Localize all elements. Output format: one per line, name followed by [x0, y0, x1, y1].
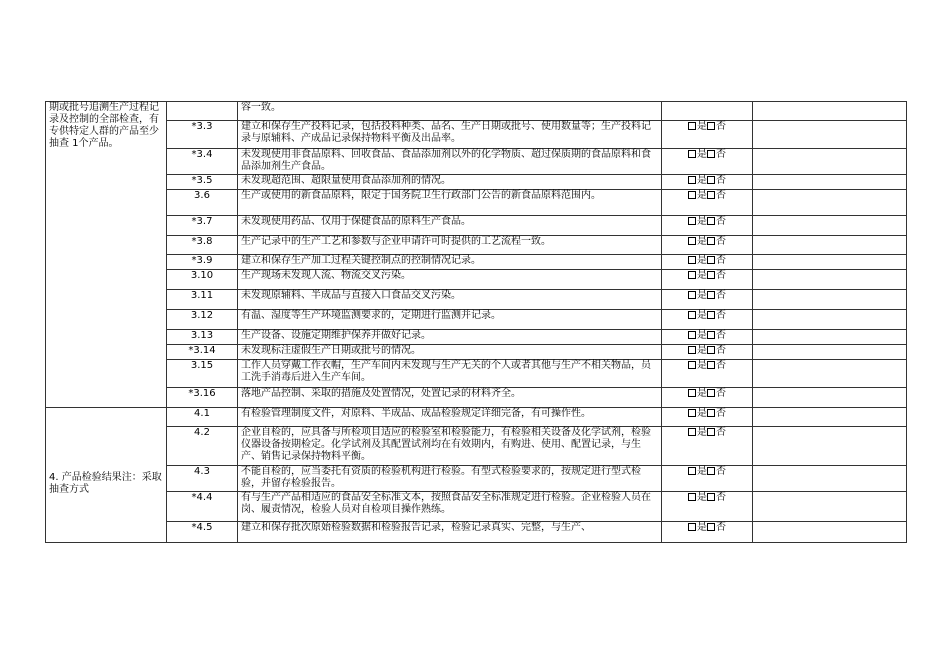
no-label: 否	[716, 121, 726, 132]
item-requirement: 有与生产产品相适应的食品安全标准文本，按照食品安全标准规定进行检验。企业检验人员在岗、履责情况，检验人员对自检项目操作熟练。	[238, 492, 662, 522]
item-requirement: 未发现原辅料、半成品与直接入口食品交叉污染。	[238, 290, 662, 310]
yes-checkbox[interactable]	[688, 256, 696, 264]
result-cell	[662, 102, 753, 121]
no-checkbox[interactable]	[707, 467, 715, 475]
result-cell	[662, 175, 753, 190]
remarks-cell[interactable]	[753, 427, 907, 466]
no-label: 否	[716, 466, 726, 477]
remarks-cell[interactable]	[753, 216, 907, 236]
item-number: *4.5	[167, 522, 238, 543]
result-cell	[662, 190, 753, 216]
table-row	[46, 149, 907, 175]
table-row	[46, 236, 907, 255]
table-row	[46, 270, 907, 290]
item-requirement: 有检验管理制度文件，对原料、半成品、成品检验规定详细完备，有可操作性。	[238, 408, 662, 427]
result-cell	[662, 310, 753, 330]
no-label: 否	[716, 149, 726, 160]
yes-checkbox[interactable]	[688, 291, 696, 299]
no-checkbox[interactable]	[707, 122, 715, 130]
no-label: 否	[716, 408, 726, 419]
table-row	[46, 345, 907, 360]
no-label: 否	[716, 175, 726, 186]
yes-checkbox[interactable]	[688, 150, 696, 158]
table-row	[46, 492, 907, 522]
yes-checkbox[interactable]	[688, 361, 696, 369]
no-label: 否	[716, 330, 726, 341]
item-requirement: 有温、湿度等生产环境监测要求的，定期进行监测并记录。	[238, 310, 662, 330]
item-requirement: 企业自检的，应具备与所检项目适应的检验室和检验能力，有检验相关设备及化学试剂，检验仪器设备按期检定。化学试剂及其配置试剂均在有效期内，有购进、使用、配置记录，与生产、销售记录保持物料平衡。	[238, 427, 662, 466]
table-row	[46, 310, 907, 330]
result-cell	[662, 388, 753, 408]
remarks-cell[interactable]	[753, 330, 907, 345]
yes-label: 是	[697, 427, 707, 438]
table-row	[46, 102, 907, 121]
remarks-cell[interactable]	[753, 175, 907, 190]
table-row	[46, 466, 907, 492]
remarks-cell[interactable]	[753, 360, 907, 388]
no-label: 否	[716, 290, 726, 301]
item-requirement: 未发现使用非食品原料、回收食品、食品添加剂以外的化学物质、超过保质期的食品原料和食品添加剂生产食品。	[238, 149, 662, 175]
result-cell	[662, 236, 753, 255]
no-checkbox[interactable]	[707, 256, 715, 264]
no-label: 否	[716, 310, 726, 321]
no-checkbox[interactable]	[707, 428, 715, 436]
item-requirement: 不能自检的，应当委托有资质的检验机构进行检验。有型式检验要求的，按规定进行型式检验，并留存检验报告。	[238, 466, 662, 492]
yes-checkbox[interactable]	[688, 493, 696, 501]
table-row	[46, 522, 907, 543]
yes-checkbox[interactable]	[688, 122, 696, 130]
result-cell	[662, 522, 753, 543]
result-cell	[662, 360, 753, 388]
item-number: 4.2	[167, 427, 238, 466]
result-cell	[662, 149, 753, 175]
yes-checkbox[interactable]	[688, 217, 696, 225]
item-number: 4.1	[167, 408, 238, 427]
result-cell	[662, 408, 753, 427]
item-number: *3.16	[167, 388, 238, 408]
table-row	[46, 330, 907, 345]
no-label: 否	[716, 360, 726, 371]
item-number: *4.4	[167, 492, 238, 522]
remarks-cell[interactable]	[753, 290, 907, 310]
result-cell	[662, 466, 753, 492]
yes-checkbox[interactable]	[688, 346, 696, 354]
no-checkbox[interactable]	[707, 176, 715, 184]
remarks-cell[interactable]	[753, 522, 907, 543]
item-number: *3.14	[167, 345, 238, 360]
result-cell	[662, 270, 753, 290]
yes-label: 是	[697, 388, 707, 399]
no-label: 否	[716, 236, 726, 247]
table-row	[46, 360, 907, 388]
section-label-cell	[46, 408, 167, 543]
yes-label: 是	[697, 236, 707, 247]
yes-label: 是	[697, 121, 707, 132]
table-row	[46, 190, 907, 216]
remarks-cell[interactable]	[753, 408, 907, 427]
yes-checkbox[interactable]	[688, 523, 696, 531]
result-cell	[662, 255, 753, 270]
item-requirement: 建立和保存生产加工过程关键控制点的控制情况记录。	[238, 255, 662, 270]
table-row	[46, 121, 907, 149]
no-checkbox[interactable]	[707, 291, 715, 299]
no-checkbox[interactable]	[707, 237, 715, 245]
no-label: 否	[716, 388, 726, 399]
no-checkbox[interactable]	[707, 409, 715, 417]
item-requirement: 未发现标注虚假生产日期或批号的情况。	[238, 345, 662, 360]
section-label-cell	[46, 102, 167, 408]
result-cell	[662, 290, 753, 310]
no-checkbox[interactable]	[707, 331, 715, 339]
yes-label: 是	[697, 330, 707, 341]
yes-label: 是	[697, 190, 707, 201]
no-label: 否	[716, 427, 726, 438]
yes-label: 是	[697, 270, 707, 281]
no-label: 否	[716, 190, 726, 201]
yes-label: 是	[697, 492, 707, 503]
item-number: *3.3	[167, 121, 238, 149]
yes-label: 是	[697, 310, 707, 321]
table-row	[46, 216, 907, 236]
yes-label: 是	[697, 466, 707, 477]
result-cell	[662, 330, 753, 345]
no-checkbox[interactable]	[707, 346, 715, 354]
yes-label: 是	[697, 360, 707, 371]
item-requirement: 未发现超范围、超限量使用食品添加剂的情况。	[238, 175, 662, 190]
table-row	[46, 255, 907, 270]
no-label: 否	[716, 255, 726, 266]
remarks-cell[interactable]	[753, 121, 907, 149]
table-row	[46, 290, 907, 310]
remarks-cell[interactable]	[753, 190, 907, 216]
section-label: 4. 产品检验结果注：采取抽查方式	[49, 472, 162, 495]
item-requirement: 工作人员穿戴工作衣帽，生产车间内未发现与生产无关的个人或者其他与生产不相关物品，员工洗手消毒后进入生产车间。	[238, 360, 662, 388]
yes-checkbox[interactable]	[688, 331, 696, 339]
yes-checkbox[interactable]	[688, 176, 696, 184]
no-label: 否	[716, 216, 726, 227]
no-label: 否	[716, 492, 726, 503]
remarks-cell[interactable]	[753, 236, 907, 255]
table-row	[46, 427, 907, 466]
yes-label: 是	[697, 290, 707, 301]
yes-label: 是	[697, 149, 707, 160]
no-label: 否	[716, 270, 726, 281]
result-cell	[662, 216, 753, 236]
item-number: *3.8	[167, 236, 238, 255]
remarks-cell[interactable]	[753, 492, 907, 522]
yes-checkbox[interactable]	[688, 311, 696, 319]
item-number: 3.13	[167, 330, 238, 345]
item-number: *3.7	[167, 216, 238, 236]
remarks-cell[interactable]	[753, 388, 907, 408]
result-cell	[662, 427, 753, 466]
remarks-cell[interactable]	[753, 270, 907, 290]
no-checkbox[interactable]	[707, 150, 715, 158]
no-checkbox[interactable]	[707, 389, 715, 397]
item-number: 4.3	[167, 466, 238, 492]
remarks-cell[interactable]	[753, 345, 907, 360]
yes-checkbox[interactable]	[688, 428, 696, 436]
item-requirement: 生产记录中的生产工艺和参数与企业申请许可时提供的工艺流程一致。	[238, 236, 662, 255]
no-checkbox[interactable]	[707, 523, 715, 531]
item-number: *3.5	[167, 175, 238, 190]
no-label: 否	[716, 522, 726, 533]
yes-checkbox[interactable]	[688, 191, 696, 199]
item-requirement: 建立和保存批次原始检验数据和检验报告记录，检验记录真实、完整，与生产、	[238, 522, 662, 543]
yes-label: 是	[697, 255, 707, 266]
table-row	[46, 408, 907, 427]
item-requirement: 容一致。	[238, 102, 662, 121]
no-checkbox[interactable]	[707, 191, 715, 199]
result-cell	[662, 492, 753, 522]
result-cell	[662, 121, 753, 149]
result-cell	[662, 345, 753, 360]
remarks-cell[interactable]	[753, 466, 907, 492]
no-checkbox[interactable]	[707, 361, 715, 369]
yes-label: 是	[697, 216, 707, 227]
item-requirement: 建立和保存生产投料记录，包括投料种类、品名、生产日期或批号、使用数量等；生产投料记录与原辅料、产成品记录保持物料平衡及出品率。	[238, 121, 662, 149]
inspection-table	[45, 101, 907, 543]
yes-label: 是	[697, 175, 707, 186]
remarks-cell[interactable]	[753, 255, 907, 270]
item-requirement: 落地产品控制、采取的措施及处置情况，处置记录的材料齐全。	[238, 388, 662, 408]
remarks-cell[interactable]	[753, 149, 907, 175]
item-number: 3.12	[167, 310, 238, 330]
no-checkbox[interactable]	[707, 493, 715, 501]
item-requirement: 未发现使用药品、仅用于保健食品的原料生产食品。	[238, 216, 662, 236]
item-requirement: 生产现场未发现人流、物流交叉污染。	[238, 270, 662, 290]
yes-checkbox[interactable]	[688, 409, 696, 417]
no-label: 否	[716, 345, 726, 356]
item-number: 3.6	[167, 190, 238, 216]
yes-label: 是	[697, 408, 707, 419]
table-row	[46, 388, 907, 408]
yes-label: 是	[697, 522, 707, 533]
yes-checkbox[interactable]	[688, 237, 696, 245]
table-row	[46, 175, 907, 190]
item-number: *3.4	[167, 149, 238, 175]
remarks-cell[interactable]	[753, 310, 907, 330]
item-number: 3.15	[167, 360, 238, 388]
remarks-cell[interactable]	[753, 102, 907, 121]
item-number: *3.9	[167, 255, 238, 270]
yes-checkbox[interactable]	[688, 389, 696, 397]
yes-checkbox[interactable]	[688, 271, 696, 279]
yes-checkbox[interactable]	[688, 467, 696, 475]
item-requirement: 生产设备、设施定期维护保养并做好记录。	[238, 330, 662, 345]
section-label: 期或批号追溯生产过程记录及控制的全部检查，有专供特定人群的产品至少抽查 1个产品。	[49, 102, 159, 149]
item-number: 3.10	[167, 270, 238, 290]
item-requirement: 生产或使用的新食品原料，限定于国务院卫生行政部门公告的新食品原料范围内。	[238, 190, 662, 216]
no-checkbox[interactable]	[707, 271, 715, 279]
item-number	[167, 102, 238, 121]
yes-label: 是	[697, 345, 707, 356]
no-checkbox[interactable]	[707, 311, 715, 319]
no-checkbox[interactable]	[707, 217, 715, 225]
item-number: 3.11	[167, 290, 238, 310]
